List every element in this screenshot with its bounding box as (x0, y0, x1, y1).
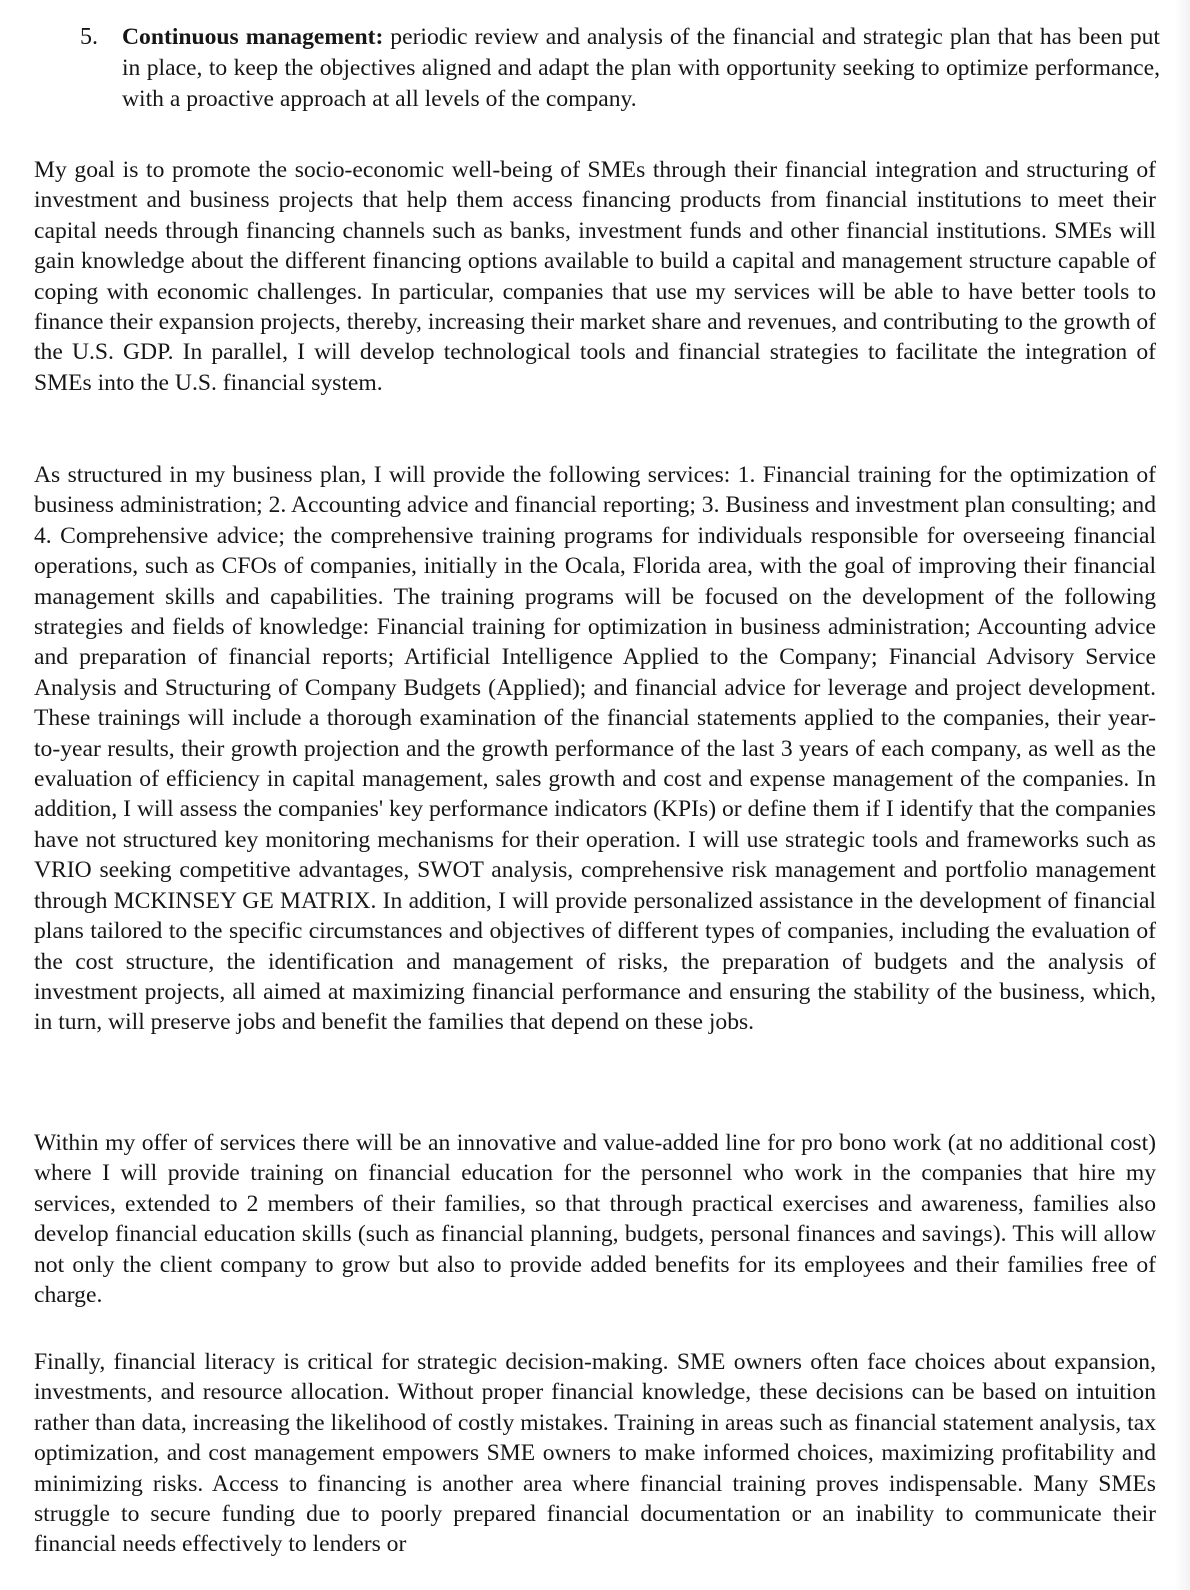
list-item-heading: Continuous management: (122, 24, 384, 50)
list-item-body (122, 22, 1160, 115)
paragraph-pro-bono: Within my offer of services there will be an innovative and value-added line for pro bono work (at no additional cost) where I will provide training on financial education for the personnel who work in the companies that hire my services, extended to 2 members of their families, so that through practical exercises and awareness, families also develop financial education skills (such as financial planning, budgets, personal finances and savings). This will allow not only the client company to grow but also to provide added benefits for its employees and their families free of charge. (34, 1130, 1156, 1309)
list-item-text: periodic review and analysis of the financial and strategic plan that has been put in place, to keep the objectives aligned and adapt the plan with opportunity seeking to optimize performance, with a proactive approach at all levels of the company. (122, 24, 1160, 112)
paragraph-goal: My goal is to promote the socio-economic well-being of SMEs through their financial integration and structuring of investment and business projects that help them access financing products from financial institutions to meet their capital needs through financing channels such as banks, investment funds and other financial institutions. SMEs will gain knowledge about the different financing options available to build a capital and management structure capable of coping with economic challenges. In particular, companies that use my services will be able to have better tools to finance their expansion projects, thereby, increasing their market share and revenues, and contributing to the growth of the U.S. GDP. In parallel, I will develop technological tools and financial strategies to facilitate the integration of SMEs into the U.S. financial system. (34, 157, 1156, 396)
list-item-continuous-management (80, 22, 1160, 115)
paragraph-financial-literacy: Finally, financial literacy is critical for strategic decision-making. SME owners often face choices about expansion, investments, and resource allocation. Without proper financial knowledge, these decisions can be based on intuition rather than data, increasing the likelihood of costly mistakes. Training in areas such as financial statement analysis, tax optimization, and cost management empowers SME owners to make informed choices, maximizing profitability and minimizing risks. Access to financing is another area where financial training proves indispensable. Many SMEs struggle to secure funding due to poorly prepared financial documentation or an inability to communicate their financial needs effectively to lenders or (34, 1349, 1156, 1558)
page-edge-shadow (1174, 0, 1190, 1590)
paragraph-services: As structured in my business plan, I will provide the following services: 1. Financial training for the optimization of business administration; 2. Accounting advice and financial reporting; 3. Business and investment plan consulting; and 4. Comprehensive advice; the comprehensive training programs for individuals responsible for overseeing financial operations, such as CFOs of companies, initially in the Ocala, Florida area, with the goal of improving their financial management skills and capabilities. The training programs will be focused on the development of the following strategies and fields of knowledge: Financial training for optimization in business administration; Accounting advice and preparation of financial reports; Artificial Intelligence Applied to the Company; Financial Advisory Service Analysis and Structuring of Company Budgets (Applied); and financial advice for leverage and project development. These trainings will include a thorough examination of the financial statements applied to the companies, their year-to-year results, their growth projection and the growth performance of the last 3 years of each company, as well as the evaluation of efficiency in capital management, sales growth and cost and expense management of the companies. In addition, I will assess the companies' key performance indicators (KPIs) or define them if I identify that the companies have not structured key monitoring mechanisms for their operation. I will use strategic tools and frameworks such as VRIO seeking competitive advantages, SWOT analysis, comprehensive risk management and portfolio management through MCKINSEY GE MATRIX. In addition, I will provide personalized assistance in the development of financial plans tailored to the specific circumstances and objectives of different types of companies, including the evaluation of the cost structure, the identification and management of risks, the preparation of budgets and the analysis of investment projects, all aimed at maximizing financial performance and ensuring the stability of the business, which, in turn, will preserve jobs and benefit the families that depend on these jobs. (34, 462, 1156, 1036)
list-item-number: 5. (80, 24, 98, 50)
